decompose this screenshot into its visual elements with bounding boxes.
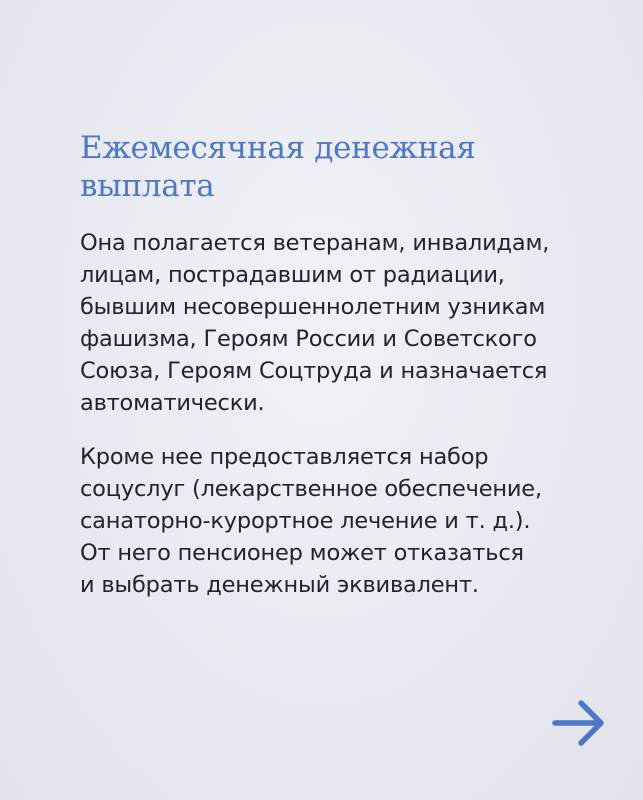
page-title (80, 129, 560, 205)
text-line: Она полагается ветеранам, инвалидам, (80, 230, 550, 256)
text-line: Союза, Героям Соцтруда и назначается (80, 358, 548, 384)
text-line: фашизма, Героям России и Советского (80, 326, 537, 352)
text-line: Кроме нее предоставляется набор (80, 444, 489, 470)
text-line: лицам, пострадавшим от радиации, (80, 262, 505, 288)
title-line: Ежемесячная денежная (80, 130, 476, 166)
text-line: санаторно-курортное лечение и т. д.). (80, 508, 531, 534)
next-slide-button[interactable] (551, 697, 607, 749)
paragraph-eligibility (80, 227, 600, 419)
arrow-right-icon (551, 697, 607, 749)
paragraph-social-services (80, 441, 600, 601)
text-line: бывшим несовершеннолетним узникам (80, 294, 546, 320)
text-line: и выбрать денежный эквивалент. (80, 572, 479, 598)
text-line: От него пенсионер может отказаться (80, 540, 524, 566)
text-line: автоматически. (80, 390, 265, 416)
title-line: выплата (80, 168, 215, 204)
text-line: соцуслуг (лекарственное обеспечение, (80, 476, 542, 502)
